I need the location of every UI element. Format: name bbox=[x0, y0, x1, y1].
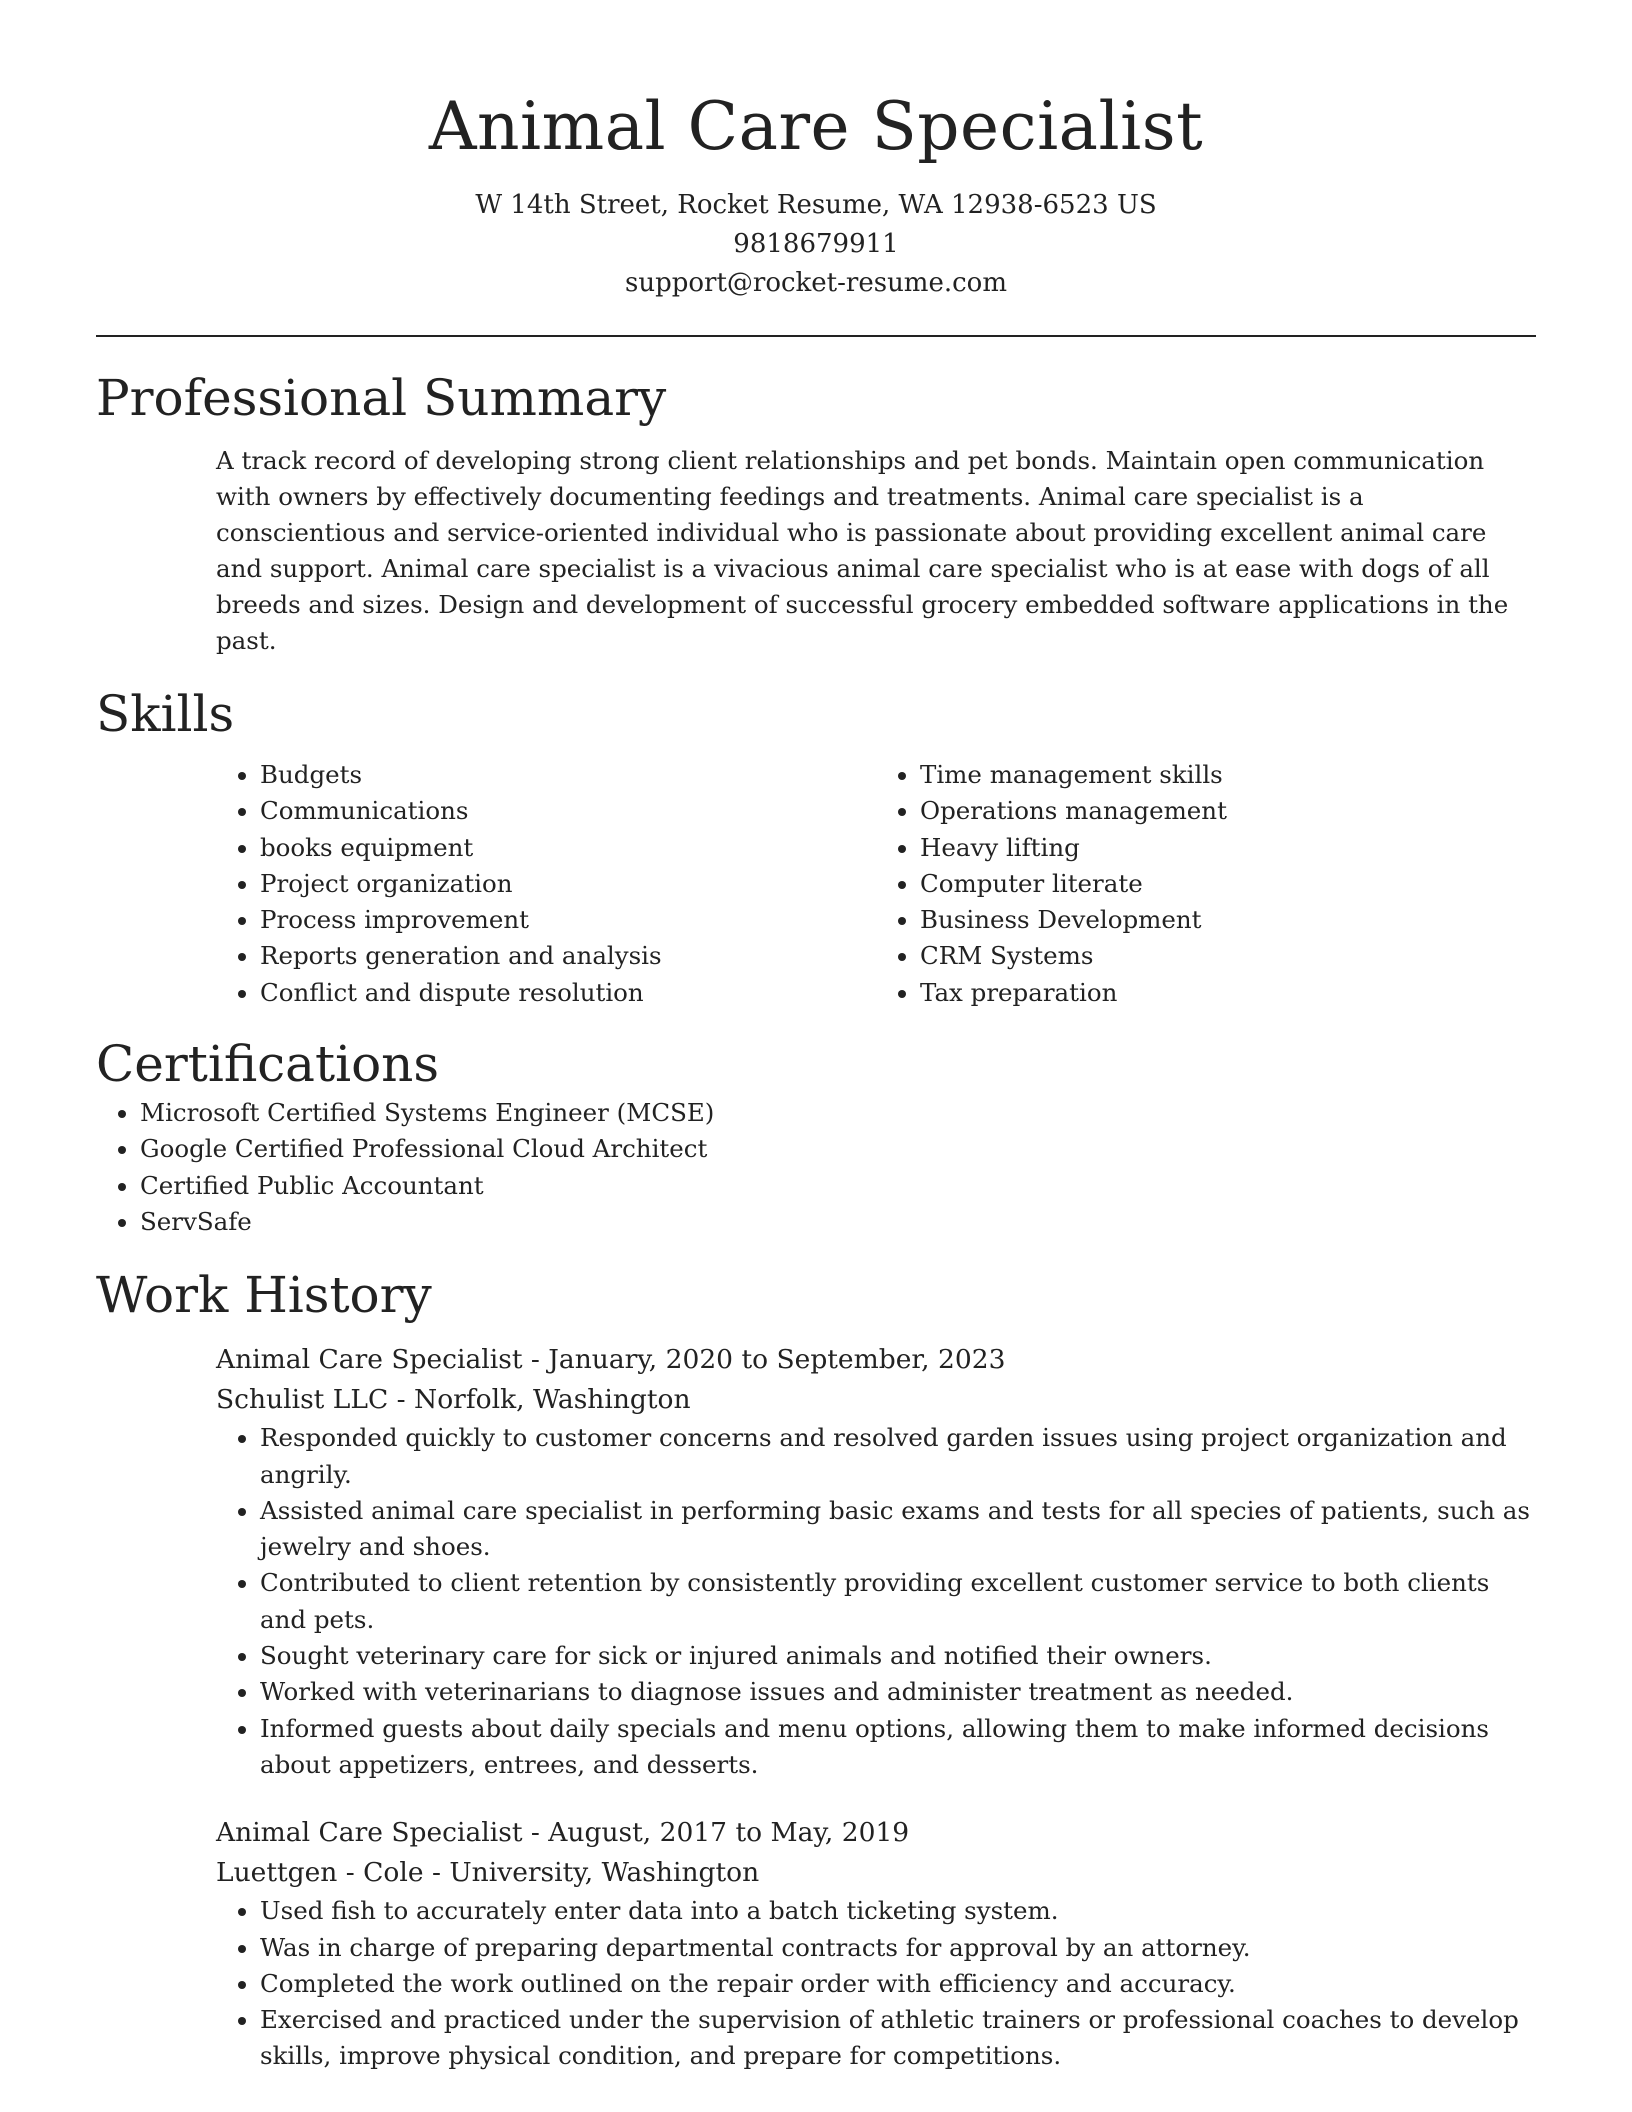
skill-item: • Tax preparation bbox=[920, 975, 1536, 1011]
job-entry bbox=[216, 1813, 1536, 2074]
section-title-skills: Skills bbox=[96, 685, 235, 743]
certifications-list bbox=[96, 1095, 1536, 1240]
skill-item: • Budgets bbox=[260, 757, 876, 793]
skill-item: • Computer literate bbox=[920, 866, 1536, 902]
contact-phone: 9818679911 bbox=[733, 229, 899, 259]
job-duty-item: • Responded quickly to customer concerns and resolved garden issues using project organization and angrily. bbox=[260, 1420, 1536, 1493]
contact-address: W 14th Street, Rocket Resume, WA 12938-6523 US bbox=[475, 190, 1157, 220]
skill-item: • Business Development bbox=[920, 902, 1536, 938]
resume-header bbox=[96, 82, 1536, 337]
job-duty-item: • Was in charge of preparing departmental contracts for approval by an attorney. bbox=[260, 1930, 1536, 1966]
summary-text: A track record of developing strong client relationships and pet bonds. Maintain open communication with owners by effectively documenting feedings and treatments. Animal care specialist is a conscientious and service-oriented individual who is passionate about providing excellent animal care and support. Animal care specialist is a vivacious animal care specialist who is at ease with dogs of all breeds and sizes. Design and development of successful grocery embedded software applications in the past. bbox=[216, 446, 1509, 655]
contact-email: support@rocket-resume.com bbox=[624, 268, 1007, 298]
skill-item: • Operations management bbox=[920, 793, 1536, 829]
candidate-name: Animal Care Specialist bbox=[428, 88, 1204, 165]
job-company-location: Schulist LLC - Norfolk, Washington bbox=[216, 1384, 691, 1416]
skill-item: • Heavy lifting bbox=[920, 830, 1536, 866]
work-history-section bbox=[96, 1264, 1536, 2074]
skills-section bbox=[96, 683, 1536, 1011]
section-title-summary: Professional Summary bbox=[96, 369, 667, 427]
job-duty-item: • Completed the work outlined on the repair order with efficiency and accuracy. bbox=[260, 1966, 1536, 2002]
certification-item: • Microsoft Certified Systems Engineer (MCSE) bbox=[140, 1095, 1536, 1131]
skill-item: • Communications bbox=[260, 793, 876, 829]
skill-item: • CRM Systems bbox=[920, 938, 1536, 974]
section-title-work-history: Work History bbox=[96, 1266, 432, 1325]
header-divider bbox=[96, 335, 1536, 337]
job-duty-item: • Assisted animal care specialist in performing basic exams and tests for all species of patients, such as jewelry and shoes. bbox=[260, 1493, 1536, 1566]
job-duty-item: • Used fish to accurately enter data into a batch ticketing system. bbox=[260, 1893, 1536, 1929]
skill-item: • Project organization bbox=[260, 866, 876, 902]
skills-list-left bbox=[216, 757, 876, 1011]
job-header bbox=[216, 1340, 1536, 1420]
job-duties-list bbox=[216, 1420, 1536, 1783]
contact-info bbox=[96, 186, 1536, 303]
skill-item: • Process improvement bbox=[260, 902, 876, 938]
job-duty-item: • Exercised and practiced under the supervision of athletic trainers or professional coaches to develop skills, improve physical condition, and prepare for competitions. bbox=[260, 2002, 1536, 2075]
skill-item: • Reports generation and analysis bbox=[260, 938, 876, 974]
job-duties-list bbox=[216, 1893, 1536, 2074]
job-duty-item: • Contributed to client retention by consistently providing excellent customer service to both clients and pets. bbox=[260, 1565, 1536, 1638]
certification-item: • Google Certified Professional Cloud Architect bbox=[140, 1131, 1536, 1167]
job-entry bbox=[216, 1340, 1536, 1783]
skills-grid bbox=[216, 757, 1536, 1011]
job-duty-item: • Sought veterinary care for sick or injured animals and notified their owners. bbox=[260, 1638, 1536, 1674]
skill-item: • books equipment bbox=[260, 830, 876, 866]
resume-page bbox=[96, 0, 1536, 2075]
certifications-section bbox=[96, 1033, 1536, 1240]
certification-item: • ServSafe bbox=[140, 1204, 1536, 1240]
professional-summary-section bbox=[96, 367, 1536, 659]
job-header bbox=[216, 1813, 1536, 1893]
job-duty-item: • Informed guests about daily specials and menu options, allowing them to make informed decisions about appetizers, entrees, and desserts. bbox=[260, 1711, 1536, 1784]
job-title-dates: Animal Care Specialist - January, 2020 to September, 2023 bbox=[216, 1344, 1006, 1376]
job-company-location: Luettgen - Cole - University, Washington bbox=[216, 1857, 760, 1889]
section-title-certifications: Certifications bbox=[96, 1035, 440, 1094]
job-duty-item: • Worked with veterinarians to diagnose issues and administer treatment as needed. bbox=[260, 1674, 1536, 1710]
certification-item: • Certified Public Accountant bbox=[140, 1168, 1536, 1204]
skills-list-right bbox=[876, 757, 1536, 1011]
job-title-dates: Animal Care Specialist - August, 2017 to May, 2019 bbox=[216, 1817, 910, 1849]
skill-item: • Conflict and dispute resolution bbox=[260, 975, 876, 1011]
skill-item: • Time management skills bbox=[920, 757, 1536, 793]
